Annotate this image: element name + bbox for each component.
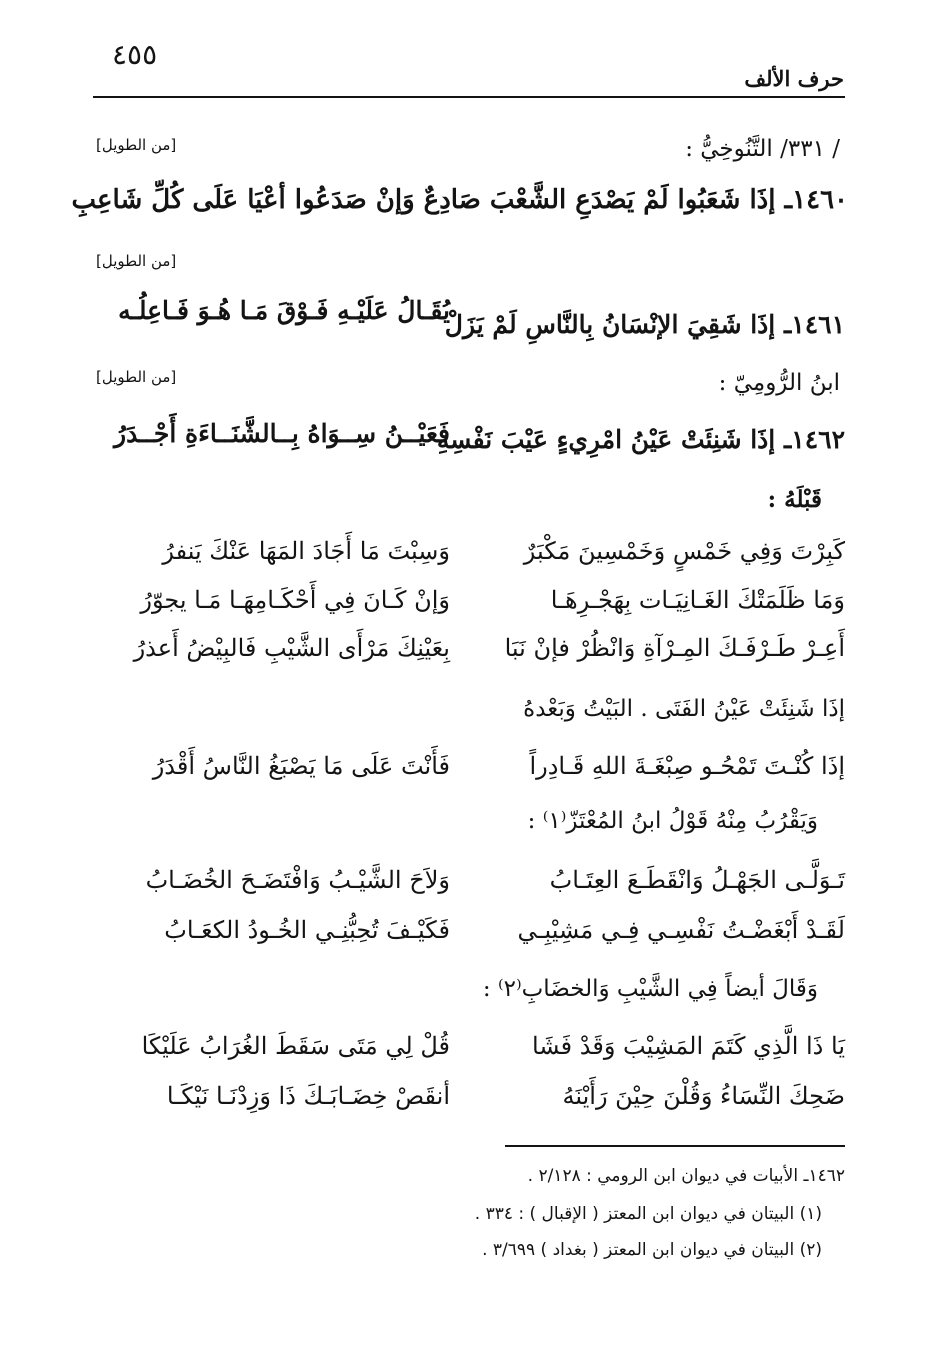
- meter-label: [من الطويل]: [96, 136, 177, 154]
- header-divider: [93, 96, 845, 98]
- verse-first-hemistich: ضَحِكَ النِّسَاءُ وَقُلْنَ حِيْنَ رَأَيْنَهُ: [562, 1082, 845, 1110]
- footnote: (٢) البيتان في ديوان ابن المعتز ( بغداد ) ٣/٦٩٩ .: [482, 1240, 822, 1260]
- poet-name: / ٣٣١/ التَّنُوخِيُّ :: [685, 136, 840, 162]
- verse-1461-second-hemistich: يُقَـالُ عَلَيْـهِ فَـوْقَ مَـا هُـوَ فَـاعِلُـه: [118, 296, 450, 325]
- footnote: ١٤٦٢ـ الأبيات في ديوان ابن الرومي : ٢/١٢٨ .: [527, 1166, 845, 1186]
- verse-second-hemistich: أنقَصْ خِضَـابَـكَ ذَا وَزِدْنَـا نَيْكَـا: [166, 1082, 450, 1110]
- footnote-divider: [505, 1145, 845, 1147]
- verse-1462-second-hemistich: فَعَيْــنُ سِــوَاهُ بِــالشَّنَــاءَةِ أَجْــدَرُ: [114, 419, 450, 448]
- page-number: ٤٥٥: [112, 38, 158, 71]
- qablahu-label: قَبْلَهُ :: [767, 486, 822, 513]
- verse-second-hemistich: بِعَيْنِكَ مَرْأَى الشَّيْبِ فَالبِيْضُ أَعذرُ: [133, 634, 450, 662]
- verse-second-hemistich: وَلاَحَ الشَّيْـبُ وَافْتَضَـحَ الخُضَـابُ: [145, 866, 450, 894]
- verse-first-hemistich: إذَا كُنْـتَ تَمْحُـو صِبْغَـةَ اللهِ قَـادِراً: [529, 752, 845, 780]
- verse-first-hemistich: لَقَـدْ أَبْغَضْـتُ نَفْسِـي فِـي مَشِيْبِـي: [517, 916, 845, 944]
- verse-1462-first-hemistich: ١٤٦٢ـ إذَا شَنِئَتْ عَيْنُ امْرِيءٍ عَيْبَ نَفْسِهِ: [436, 425, 845, 454]
- verse-1460: ١٤٦٠ـ إذَا شَعَبُوا لَمْ يَصْدَعِ الشَّعْبَ صَادِعٌ وَإنْ صَدَعُوا أعْيَا عَلَى كُلِّ شَاعِبِ: [71, 185, 848, 215]
- prose-line: إذَا شَنِئَتْ عَيْنُ الفَتَى . البَيْتُ وَبَعْدهُ: [523, 696, 845, 722]
- verse-second-hemistich: وَإنْ كَـانَ فِي أَحْكَـامِهَـا مَـا يجوّرُ: [140, 586, 450, 614]
- prose-line: وَيَقْرُبُ مِنْهُ قَوْلُ ابنُ المُعْتَزّ⁽١⁾ :: [527, 808, 818, 834]
- verse-first-hemistich: تَـوَلَّـى الجَهْـلُ وَانْقَطَـعَ العِتَـابُ: [549, 866, 845, 894]
- verse-first-hemistich: كَبِرْتَ وَفِي خَمْسٍ وَخَمْسِينَ مَكْبَرٌ: [523, 537, 845, 565]
- poet-name: ابنُ الرُّومِيّ :: [718, 370, 840, 396]
- meter-label: [من الطويل]: [96, 252, 177, 270]
- verse-second-hemistich: وَسِبْتَ مَا أَجَادَ المَهَا عَنْكَ يَنفرُ: [162, 537, 450, 565]
- verse-second-hemistich: فَكَيْـفَ تُحِبُّنِـي الخُـودُ الكعَـابُ: [164, 916, 450, 944]
- running-head: حرف الألف: [744, 66, 844, 91]
- verse-first-hemistich: يَا ذَا الَّذِي كَتَمَ المَشِيْبَ وَقَدْ فَشَا: [531, 1032, 845, 1060]
- verse-second-hemistich: قُلْ لِي مَتَى سَقَطَ الغُرَابُ عَلَيْكَا: [141, 1032, 450, 1060]
- meter-label: [من الطويل]: [96, 368, 177, 386]
- footnote: (١) البيتان في ديوان ابن المعتز ( الإقبال ) : ٣٣٤ .: [474, 1204, 822, 1224]
- verse-second-hemistich: فَأَنْتَ عَلَى مَا يَصْبَغُ النَّاسُ أَقْدَرُ: [152, 752, 450, 780]
- verse-first-hemistich: أَعِـرْ طَـرْفَـكَ المِـرْآةِ وَانْظُرْ فإنْ نَبَا: [504, 634, 845, 662]
- verse-first-hemistich: وَمَا ظَلَمَتْكَ الغَـانِيَـات بِهَجْـرِهَـا: [550, 586, 845, 614]
- prose-line: وَقَالَ أيضاً فِي الشَّيْبِ وَالخضَابِ⁽٢⁾ :: [482, 976, 818, 1002]
- verse-1461-first-hemistich: ١٤٦١ـ إذَا شَقِيَ الإنْسَانُ بِالنَّاسِ لَمْ يَزَلْ: [444, 310, 845, 339]
